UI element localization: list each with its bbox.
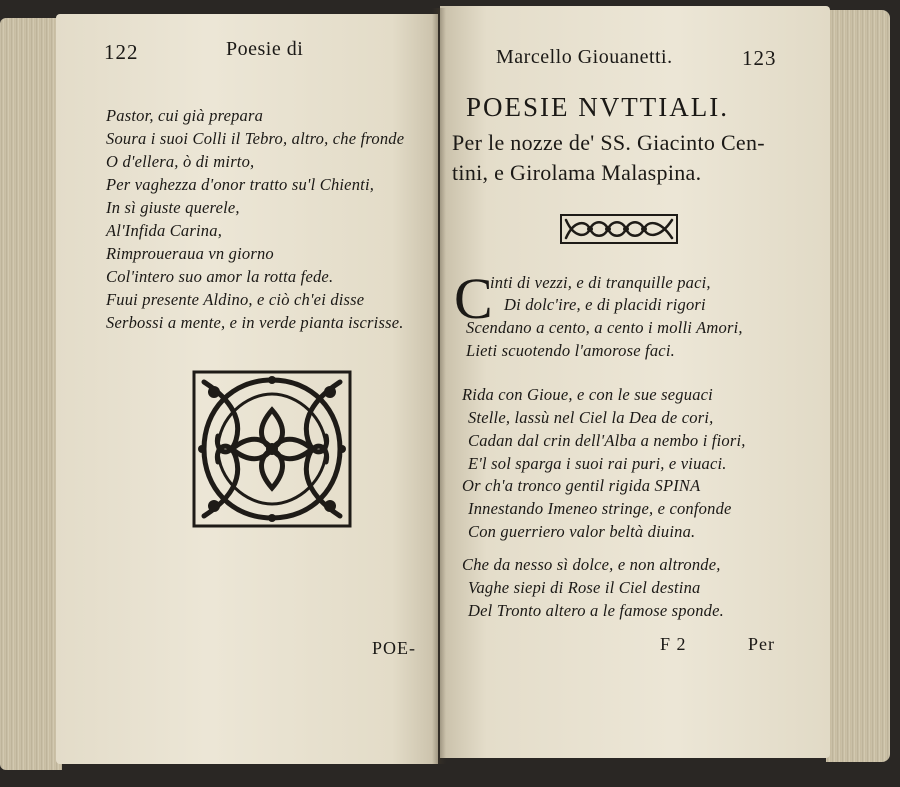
right-running-head: Marcello Giouanetti. xyxy=(496,46,673,68)
stanza-2-line-4: E'l sol sparga i suoi rai puri, e viuaci. xyxy=(468,454,727,473)
left-verse-4: Per vaghezza d'onor tratto su'l Chienti, xyxy=(106,175,375,194)
left-page-edges xyxy=(0,18,62,770)
left-catchword: POE- xyxy=(372,638,416,658)
left-verse-6: Al'Infida Carina, xyxy=(106,221,223,240)
subtitle-line-2: tini, e Girolama Malaspina. xyxy=(452,160,702,185)
stanza-1-line-4: Lieti scuotendo l'amorose faci. xyxy=(466,341,675,360)
left-verse-2: Soura i suoi Colli il Tebro, altro, che fronde xyxy=(106,129,405,148)
stanza-4-line-1: Che da nesso sì dolce, e non altronde, xyxy=(462,555,721,574)
left-verse-8: Col'intero suo amor la rotta fede. xyxy=(106,267,334,286)
left-running-head: Poesie di xyxy=(226,38,304,60)
right-catchword: Per xyxy=(748,634,775,654)
left-verse-10: Serbossi a mente, e in verde pianta iscrisse. xyxy=(106,313,404,332)
woodcut-ornament-large xyxy=(192,370,352,528)
left-verse-5: In sì giuste querele, xyxy=(106,198,240,217)
stanza-2-line-2: Stelle, lassù nel Ciel la Dea de cori, xyxy=(468,408,714,427)
right-page-edges xyxy=(826,10,890,762)
poem-section-title: POESIE NVTTIALI. xyxy=(466,92,729,122)
book-gutter xyxy=(432,8,446,764)
drop-cap: C xyxy=(454,266,493,331)
stanza-4-line-3: Del Tronto altero a le famose sponde. xyxy=(468,601,724,620)
left-verse-1: Pastor, cui già prepara xyxy=(106,106,264,125)
stanza-3-line-3: Con guerriero valor beltà diuina. xyxy=(468,522,696,541)
right-page-number: 123 xyxy=(742,46,777,70)
left-page-number: 122 xyxy=(104,40,139,64)
stanza-4-line-2: Vaghe siepi di Rose il Ciel destina xyxy=(468,578,701,597)
stanza-2-line-3: Cadan dal crin dell'Alba a nembo i fiori, xyxy=(468,431,746,450)
left-verse-3: O d'ellera, ò di mirto, xyxy=(106,152,255,171)
stanza-3-line-1: Or ch'a tronco gentil rigida SPINA xyxy=(462,476,701,495)
stanza-1-line-3: Scendano a cento, a cento i molli Amori, xyxy=(466,318,743,337)
stanza-3-line-2: Innestando Imeneo stringe, e confonde xyxy=(468,499,732,518)
woodcut-ornament-small xyxy=(560,214,678,244)
left-verse-7: Rimproueraua vn giorno xyxy=(106,244,274,263)
signature-mark: F 2 xyxy=(660,634,687,654)
subtitle-line-1: Per le nozze de' SS. Giacinto Cen- xyxy=(452,130,765,155)
stanza-1-line-2: Di dolc'ire, e di placidi rigori xyxy=(504,295,706,314)
stanza-1-line-1: inti di vezzi, e di tranquille paci, xyxy=(490,273,711,292)
stanza-2-line-1: Rida con Gioue, e con le sue seguaci xyxy=(462,385,713,404)
left-verse-9: Fuui presente Aldino, e ciò ch'ei disse xyxy=(106,290,365,309)
